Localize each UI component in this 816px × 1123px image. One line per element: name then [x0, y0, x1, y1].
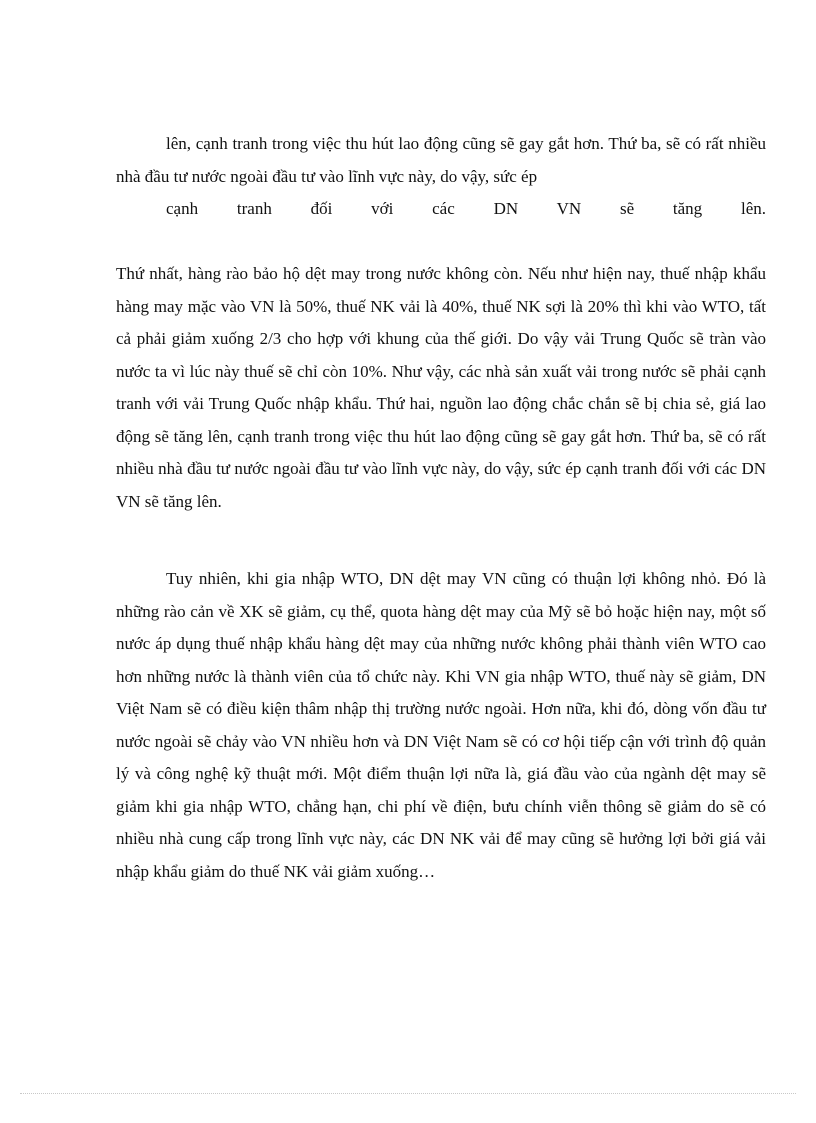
paragraph-continuation-last-line: cạnh tranh đối với các DN VN sẽ tăng lên.	[166, 199, 766, 218]
paragraph-advantages: Tuy nhiên, khi gia nhập WTO, DN dệt may VN cũng có thuận lợi không nhỏ. Đó là những rào cản về XK sẽ giảm, cụ thể, quota hàng dệt may của Mỹ sẽ bỏ hoặc hiện nay, một số nước áp dụng thuế nhập khẩu hàng dệt may của những nước không phải thành viên WTO cao hơn những nước là thành viên của tổ chức này. Khi VN gia nhập WTO, thuế này sẽ giảm, DN Việt Nam sẽ có điều kiện thâm nhập thị trường nước ngoài. Hơn nữa, khi đó, dòng vốn đầu tư nước ngoài sẽ chảy vào VN nhiều hơn và DN Việt Nam sẽ có cơ hội tiếp cận với trình độ quản lý và công nghệ kỹ thuật mới. Một điểm thuận lợi nữa là, giá đầu vào của ngành dệt may sẽ giảm khi gia nhập WTO, chẳng hạn, chi phí về điện, bưu chính viễn thông sẽ giảm do sẽ có nhiều nhà cung cấp trong lĩnh vực này, các DN NK vải để may cũng sẽ hưởng lợi bởi giá vải nhập khẩu giảm do thuế NK vải giảm xuống…	[116, 569, 766, 881]
footer-divider	[20, 1093, 796, 1094]
paragraph-challenges: Thứ nhất, hàng rào bảo hộ dệt may trong nước không còn. Nếu như hiện nay, thuế nhập khẩu hàng may mặc vào VN là 50%, thuế NK vải là 40%, thuế NK sợi là 20% thì khi vào WTO, tất cả phải giảm xuống 2/3 cho hợp với khung của thế giới. Do vậy vải Trung Quốc sẽ tràn vào nước ta vì lúc này thuế sẽ chỉ còn 10%. Như vậy, các nhà sản xuất vải trong nước sẽ phải cạnh tranh với vải Trung Quốc nhập khẩu. Thứ hai, nguồn lao động chắc chắn sẽ bị chia sẻ, giá lao động sẽ tăng lên, cạnh tranh trong việc thu hút lao động cũng sẽ gay gắt hơn. Thứ ba, sẽ có rất nhiều nhà đầu tư nước ngoài đầu tư vào lĩnh vực này, do vậy, sức ép cạnh tranh đối với các DN VN sẽ tăng lên.	[116, 264, 766, 511]
paragraph-continuation	[116, 128, 766, 226]
paragraph-continuation-text: lên, cạnh tranh trong việc thu hút lao động cũng sẽ gay gắt hơn. Thứ ba, sẽ có rất nhiều nhà đầu tư nước ngoài đầu tư vào lĩnh vực này, do vậy, sức ép	[116, 134, 766, 186]
